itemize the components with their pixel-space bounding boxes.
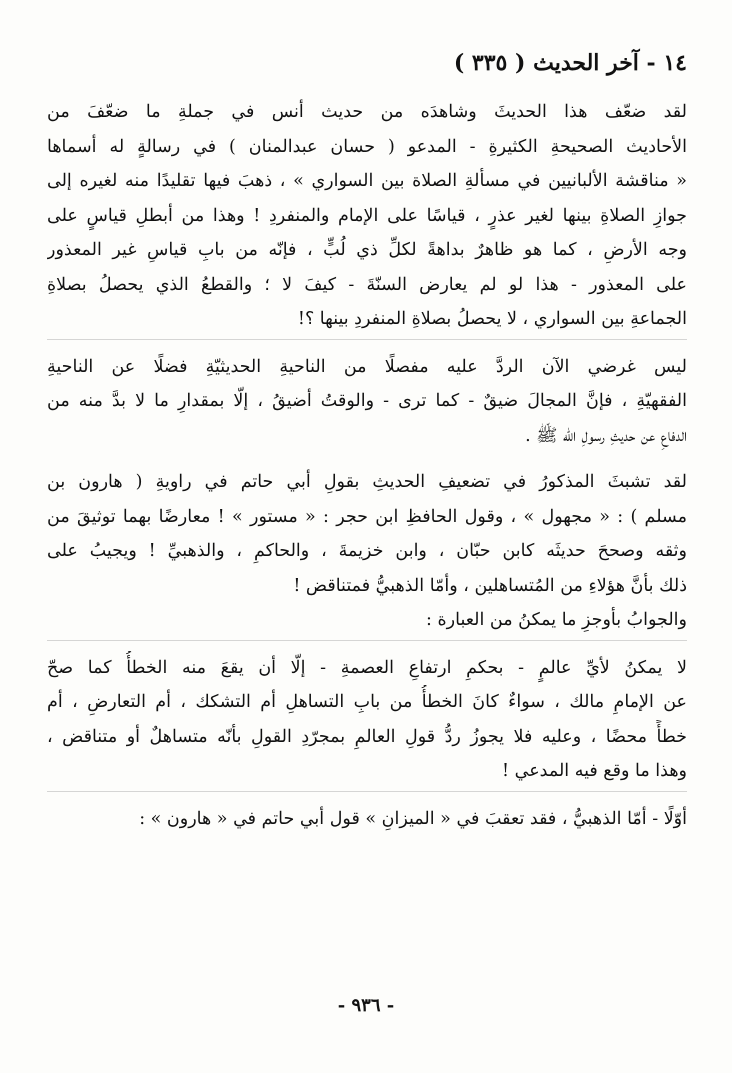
paragraph-1 (47, 95, 687, 337)
text-line: وثقه وصححَ حديثَه كابن حبّان ، وابن خزيمةَ ، والحاكمِ ، والذهبيِّ ! ويجيبُ على (47, 541, 687, 561)
text-line: لقد ضعّف هذا الحديثَ وشاهدَه من حديث أنس في جملةِ ما ضعّفَ من (47, 102, 687, 122)
text-line: على المعذور - هذا لو لم يعارض السنّةَ - كيفَ لا ؛ والقطعُ الذي يحصلُ بصلاةِ (47, 274, 687, 295)
paragraph-2 (47, 350, 687, 454)
text-line: ذلك بأنَّ هؤلاءِ من المُتساهلين ، وأمّا الذهبيُّ فمتناقض ! (293, 575, 687, 596)
paragraph-divider (47, 640, 687, 641)
text-line: عن الإمامِ مالك ، سواءٌ كانَ الخطأُ من بابِ التساهلِ أم التشكك ، أم التعارضِ ، أم (47, 692, 687, 712)
body-text (47, 95, 687, 836)
text-line: لقد تشبثَ المذكورُ في تضعيفِ الحديثِ بقولِ أبي حاتم في راويةِ ( هارون بن (47, 472, 687, 492)
text-line: مسلم ) : « مجهول » ، وقول الحافظِ ابن حجر : « مستور » ! معارضًا بهما توثيقَ من (47, 506, 687, 527)
section-heading: ١٤ - آخر الحديث ( ٣٣٥ ) (453, 50, 687, 76)
text-line: الجماعةِ بين السواري ، لا يحصلُ بصلاةِ المنفردِ بينها ؟! (297, 309, 687, 329)
text-line: وجه الأرضِ ، كما هو ظاهرٌ بداهةً لكلِّ ذي لُبٍّ ، فإنّه من بابِ قياسِ غير المعذور (47, 240, 687, 260)
paragraph-5 (47, 651, 687, 789)
text-line: خطأً محضًا ، وعليه فلا يجوزُ ردُّ قولِ العالمِ بمجرّدِ القولِ بأنّه متساهلٌ أو متناقض ، (47, 726, 687, 747)
text-line: الفقهيّةِ ، فإنَّ المجالَ ضيقٌ - كما ترى - والوقتُ أضيقُ ، إلّا بمقدارِ ما لا بدَّ منه من (47, 391, 687, 411)
text-line: أوّلًا - أمّا الذهبيُّ ، فقد تعقبَ في « الميزانِ » قول أبي حاتم في « هارون » : (139, 808, 687, 829)
text-line: جوازِ الصلاةِ بينها لغير عذرٍ ، قياسًا على الإمام والمنفردِ ! وهذا من أبطلِ قياسٍ على (47, 205, 687, 226)
text-line: ليس غرضي الآن الردَّ عليه مفصلًا من الناحيةِ الحديثيّةِ فضلًا عن الناحيةِ (47, 356, 687, 377)
paragraph-4 (47, 603, 687, 638)
paragraph-divider (47, 791, 687, 792)
paragraph-divider (47, 339, 687, 340)
text-line: وهذا ما وقع فيه المدعي ! (502, 761, 687, 781)
paragraph-6 (47, 802, 687, 837)
page-number: - ٩٣٦ - (337, 995, 395, 1016)
text-line: الدفاعِ عن حديثِ رسولِ الله ﷺ . (525, 425, 687, 446)
paragraph-gap (47, 453, 687, 465)
text-line: والجوابُ بأوجزِ ما يمكنُ من العبارة : (426, 610, 687, 630)
text-line: الأحاديث الصحيحةِ الكثيرةِ - المدعو ( حسان عبدالمنان ) في رسالةٍ له أسماها (47, 136, 687, 157)
paragraph-3 (47, 465, 687, 603)
text-line: لا يمكنُ لأيِّ عالمٍ - بحكمِ ارتفاعِ العصمةِ - إلّا أن يقعَ منه الخطأُ كما صحّ (47, 657, 687, 678)
text-line: « مناقشة الألبانيين في مسألةِ الصلاة بين السواري » ، ذهبَ فيها تقليدًا منه لغيره إلى (47, 171, 687, 191)
